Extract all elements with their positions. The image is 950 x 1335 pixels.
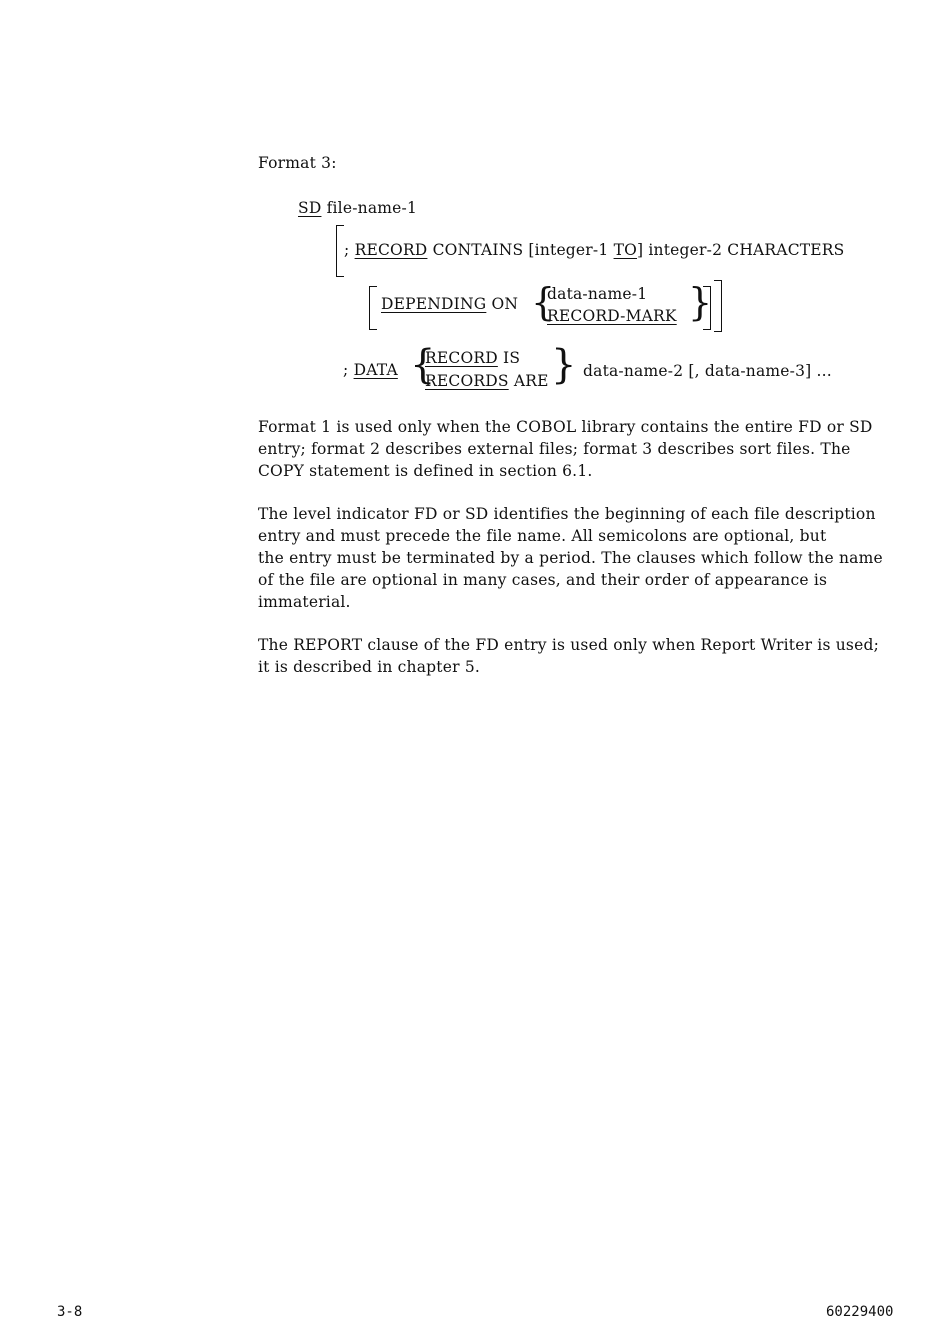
paragraph-line: entry and must precede the file name. All semicolons are optional, but bbox=[258, 527, 827, 545]
sd-file-name: file-name-1 bbox=[321, 199, 418, 217]
records-are-keyword: RECORDS bbox=[425, 372, 509, 390]
paragraph-line: entry; format 2 describes external files; format 3 describes sort files. The bbox=[258, 440, 851, 458]
paragraph-line: Format 1 is used only when the COBOL library contains the entire FD or SD bbox=[258, 418, 873, 436]
paragraph-1 bbox=[258, 416, 938, 482]
paragraph-line: The REPORT clause of the FD entry is used only when Report Writer is used; bbox=[258, 636, 879, 654]
paragraph-line: The level indicator FD or SD identifies the beginning of each file description bbox=[258, 505, 876, 523]
semicolon: ; bbox=[344, 241, 350, 259]
paragraph-line: the entry must be terminated by a period. The clauses which follow the name bbox=[258, 549, 883, 567]
is-text: IS bbox=[503, 349, 521, 367]
records-are-option bbox=[425, 372, 549, 390]
document-number: 60229400 bbox=[826, 1304, 894, 1320]
are-text: ARE bbox=[513, 372, 549, 390]
sd-line bbox=[298, 199, 417, 217]
record-contains-line bbox=[344, 241, 845, 259]
paragraph-line: COPY statement is defined in section 6.1. bbox=[258, 462, 593, 480]
data-keyword: DATA bbox=[353, 361, 398, 379]
format-heading: Format 3: bbox=[258, 154, 337, 172]
to-keyword: TO bbox=[613, 241, 638, 259]
data-names: data-name-2 [, data-name-3] ... bbox=[583, 362, 832, 380]
paragraph-line: immaterial. bbox=[258, 593, 351, 611]
contains-end: ] integer-2 CHARACTERS bbox=[637, 241, 845, 259]
paragraph-line: it is described in chapter 5. bbox=[258, 658, 481, 676]
depending-bracket-left bbox=[369, 286, 377, 330]
sd-keyword: SD bbox=[298, 199, 322, 217]
dep-option-1: data-name-1 bbox=[547, 285, 648, 303]
data-line bbox=[343, 361, 398, 379]
record-is-option bbox=[425, 349, 520, 367]
depending-brace-right: } bbox=[688, 280, 713, 324]
contains-text: CONTAINS [integer-1 bbox=[432, 241, 609, 259]
paragraph-line: of the file are optional in many cases, and their order of appearance is bbox=[258, 571, 828, 589]
record-keyword: RECORD bbox=[354, 241, 428, 259]
optional-bracket-right bbox=[714, 280, 722, 332]
depending-line bbox=[381, 295, 518, 313]
paragraph-3 bbox=[258, 634, 938, 678]
dep-option-2: RECORD-MARK bbox=[547, 307, 677, 325]
paragraph-2 bbox=[258, 503, 938, 613]
semicolon: ; bbox=[343, 361, 349, 379]
record-is-keyword: RECORD bbox=[425, 349, 498, 367]
depending-bracket-right bbox=[703, 286, 711, 330]
optional-bracket-left bbox=[336, 225, 344, 277]
page-number: 3-8 bbox=[57, 1304, 83, 1320]
data-brace-right: } bbox=[551, 342, 577, 388]
on-text: ON bbox=[491, 295, 519, 313]
data-brace-left: { bbox=[410, 342, 436, 388]
depending-keyword: DEPENDING bbox=[381, 295, 487, 313]
depending-brace-left: { bbox=[531, 280, 556, 324]
